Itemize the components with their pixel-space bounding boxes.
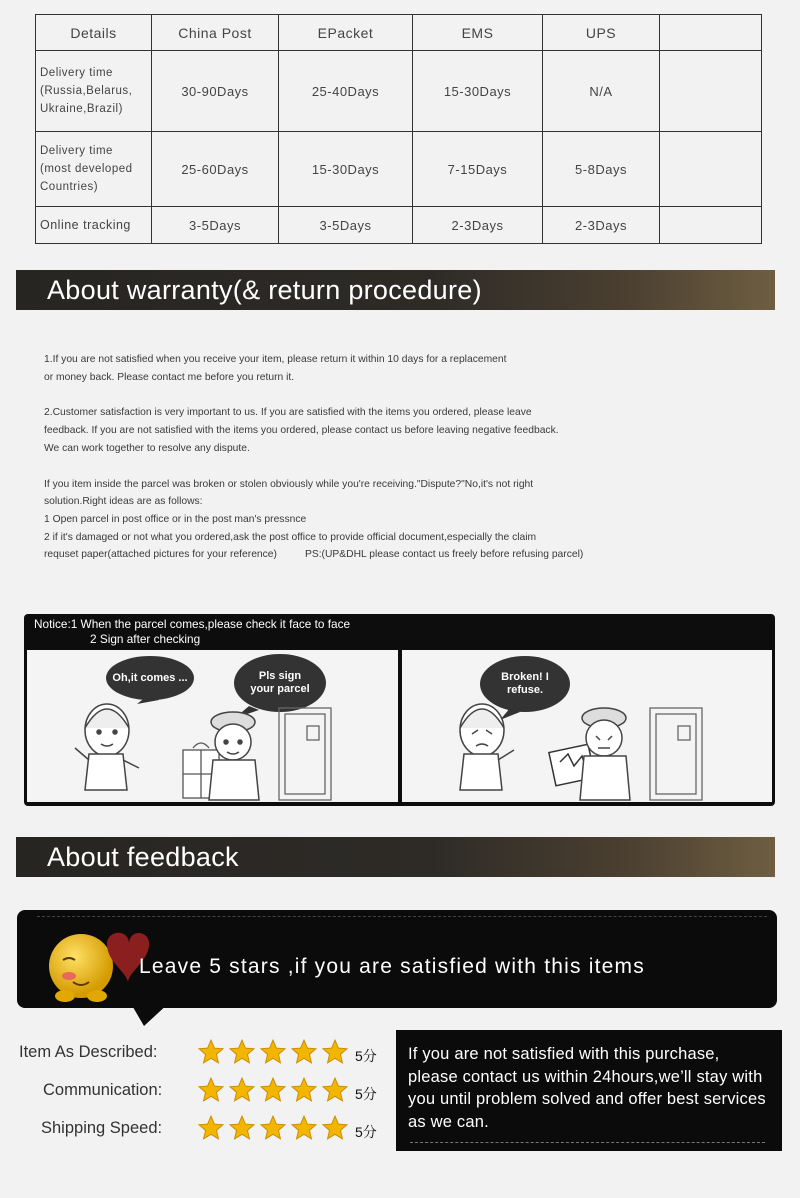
rating-label: Communication: [43, 1081, 163, 1099]
star-rating [197, 1038, 349, 1066]
feedback-banner [17, 910, 777, 1008]
table-cell [660, 132, 762, 207]
warranty-line: 1 Open parcel in post office or in the post man's pressnce [44, 513, 307, 525]
warranty-line-part: requset paper(attached pictures for your reference) [44, 549, 277, 561]
header-cell: EPacket [279, 15, 413, 51]
notice-text [34, 617, 350, 647]
rating-score: 5分 [355, 1086, 377, 1102]
row-label-line: Countries) [40, 181, 99, 193]
star-icon [228, 1038, 256, 1066]
star-icon [321, 1114, 349, 1142]
star-icon [259, 1114, 287, 1142]
speech-bubble: Oh,it comes ... [106, 656, 194, 700]
star-icon [259, 1076, 287, 1104]
star-icon [290, 1076, 318, 1104]
table-cell: 25-60Days [152, 132, 279, 207]
rating-label: Shipping Speed: [41, 1119, 163, 1137]
table-cell: 3-5Days [279, 207, 413, 244]
table-cell [660, 207, 762, 244]
notice-line: 2 Sign after checking [90, 632, 201, 646]
rating-row [0, 1114, 390, 1144]
warranty-title: About warranty(& return procedure) [47, 275, 482, 305]
warranty-line: feedback. If you are not satisfied with the items you ordered, please contact us before leaving negative feedback. [44, 425, 559, 437]
warranty-line: We can work together to resolve any dispute. [44, 442, 250, 454]
warranty-line: or money back. Please contact me before you return it. [44, 371, 295, 383]
table-cell [660, 51, 762, 132]
row-label-line: Delivery time [40, 145, 113, 157]
warranty-line-part: PS:(UP&DHL please contact us freely before refusing parcel) [304, 549, 584, 561]
star-rating [197, 1114, 349, 1142]
rating-row [0, 1076, 390, 1106]
table-cell: 7-15Days [413, 132, 543, 207]
star-icon [321, 1076, 349, 1104]
star-icon [197, 1076, 225, 1104]
row-label [36, 207, 152, 244]
star-icon [290, 1038, 318, 1066]
row-label-line: (Russia,Belarus, [40, 85, 133, 97]
warranty-text [44, 351, 694, 564]
table-row [36, 207, 762, 244]
row-label-line: (most developed [40, 163, 133, 175]
table-cell: 30-90Days [152, 51, 279, 132]
notice-panel [24, 614, 775, 806]
shipping-table [35, 14, 762, 244]
row-label-line: Ukraine,Brazil) [40, 103, 123, 115]
speech-bubble: Broken! I refuse. [480, 656, 570, 712]
table-cell: 25-40Days [279, 51, 413, 132]
warranty-title-bar [16, 270, 775, 310]
table-row [36, 132, 762, 207]
table-cell: 5-8Days [543, 132, 660, 207]
table-cell: 3-5Days [152, 207, 279, 244]
star-icon [259, 1038, 287, 1066]
row-label [36, 51, 152, 132]
warranty-line: 2.Customer satisfaction is very important to us. If you are satisfied with the items you ordered, please leave [44, 407, 532, 419]
row-label [36, 132, 152, 207]
row-label-line: Online tracking [40, 218, 131, 232]
feedback-title-bar [16, 837, 775, 877]
header-cell: EMS [413, 15, 543, 51]
cartoon-illustration [402, 650, 772, 802]
rating-row [0, 1038, 390, 1068]
comic-panel-refuse [402, 650, 772, 802]
header-cell: UPS [543, 15, 660, 51]
table-cell: 2-3Days [413, 207, 543, 244]
comic-panel-receive [27, 650, 398, 802]
row-label-line: Delivery time [40, 67, 113, 79]
rating-label: Item As Described: [19, 1043, 158, 1061]
table-cell: 2-3Days [543, 207, 660, 244]
notice-line: Notice:1 When the parcel comes,please check it face to face [34, 617, 351, 631]
star-icon [228, 1114, 256, 1142]
speech-tail [130, 1002, 170, 1026]
speech-bubble: Pls sign your parcel [234, 654, 326, 712]
table-cell: 15-30Days [279, 132, 413, 207]
warranty-line: If you item inside the parcel was broken or stolen obviously while you're receiving."Dispute?"No,it's not right [44, 478, 534, 490]
rating-score: 5分 [355, 1124, 377, 1140]
table-cell: 15-30Days [413, 51, 543, 132]
warranty-line: solution.Right ideas are as follows: [44, 496, 203, 508]
contact-text: If you are not satisfied with this purchase, please contact us within 24hours,we’ll stay with you until problem solved and offer best services as we can. [408, 1045, 766, 1131]
contact-box [396, 1030, 782, 1151]
cartoon-illustration [27, 650, 398, 802]
warranty-line [44, 546, 694, 564]
warranty-line: 1.If you are not satisfied when you receive your item, please return it within 10 days for a replacement [44, 354, 507, 365]
table-header-row [36, 15, 762, 51]
feedback-title: About feedback [47, 842, 239, 872]
table-row [36, 51, 762, 132]
star-icon [228, 1076, 256, 1104]
table-cell: N/A [543, 51, 660, 132]
star-icon [197, 1114, 225, 1142]
header-cell [660, 15, 762, 51]
warranty-line: 2 if it's damaged or not what you ordered,ask the post office to provide official document,especially the claim [44, 531, 537, 543]
header-cell: Details [36, 15, 152, 51]
header-cell: China Post [152, 15, 279, 51]
rating-score: 5分 [355, 1048, 377, 1064]
star-icon [321, 1038, 349, 1066]
feedback-banner-text: Leave 5 stars ,if you are satisfied with this items [139, 955, 645, 978]
star-icon [290, 1114, 318, 1142]
star-rating [197, 1076, 349, 1104]
star-icon [197, 1038, 225, 1066]
